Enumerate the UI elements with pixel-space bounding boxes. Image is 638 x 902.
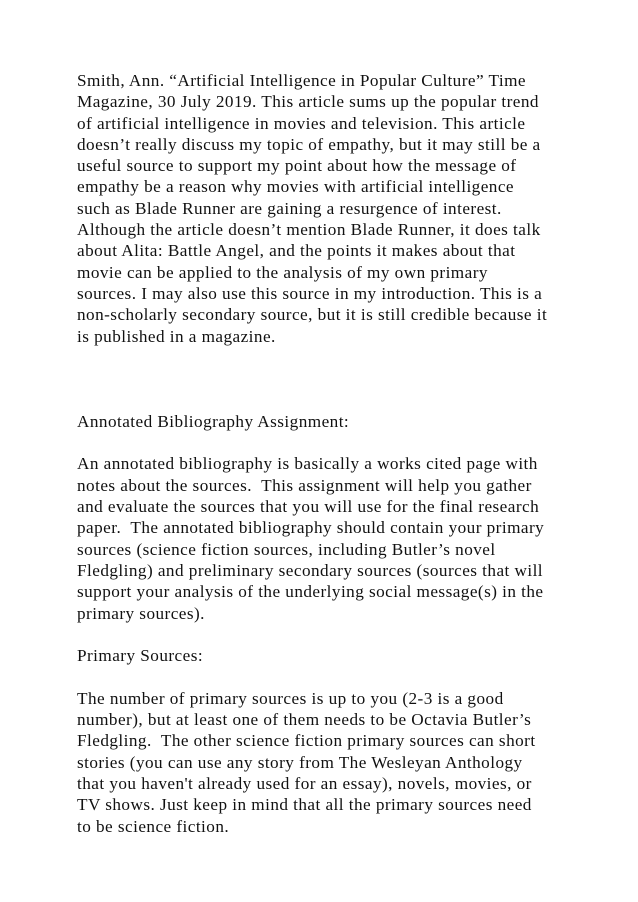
primary-sources-line: stories (you can use any story from The Wesleyan Anthology <box>77 752 523 772</box>
annotation-line: non-scholarly secondary source, but it is still credible because it <box>77 305 548 325</box>
assignment-line: paper. The annotated bibliography should contain your primary <box>77 518 545 538</box>
assignment-line: notes about the sources. This assignment will help you gather <box>77 475 532 495</box>
annotation-line: sources. I may also use this source in my introduction. This is a <box>77 283 543 303</box>
annotation-line: doesn’t really discuss my topic of empathy, but it may still be a <box>77 134 541 154</box>
annotation-entry <box>77 70 577 347</box>
assignment-line: Fledgling) and preliminary secondary sources (sources that will <box>77 560 544 580</box>
annotation-line: is published in a magazine. <box>77 326 276 346</box>
annotation-line: Although the article doesn’t mention Blade Runner, it does talk <box>77 220 541 240</box>
assignment-line: sources (science fiction sources, including Butler’s novel <box>77 539 496 559</box>
primary-sources-line: Fledgling. The other science fiction primary sources can short <box>77 731 536 751</box>
annotation-line: movie can be applied to the analysis of my own primary <box>77 262 488 282</box>
assignment-line: support your analysis of the underlying social message(s) in the <box>77 582 544 602</box>
primary-sources-heading: Primary Sources: <box>77 646 204 666</box>
annotation-line: about Alita: Battle Angel, and the points it makes about that <box>77 241 516 261</box>
annotation-line: Magazine, 30 July 2019. This article sums up the popular trend <box>77 92 539 112</box>
assignment-section <box>77 411 577 624</box>
paragraph-spacer <box>77 432 577 453</box>
primary-sources-section <box>77 645 577 837</box>
primary-sources-line: that you haven't already used for an essay), novels, movies, or <box>77 773 532 793</box>
primary-sources-line: The number of primary sources is up to you (2-3 is a good <box>77 688 504 708</box>
annotation-line: useful source to support my point about how the message of <box>77 156 517 176</box>
assignment-line: An annotated bibliography is basically a works cited page with <box>77 454 538 474</box>
assignment-line: primary sources). <box>77 603 205 623</box>
assignment-line: and evaluate the sources that you will use for the final research <box>77 497 540 517</box>
document-page <box>77 70 577 837</box>
annotation-line: empathy be a reason why movies with artificial intelligence <box>77 177 515 197</box>
annotation-line: of artificial intelligence in movies and television. This article <box>77 113 526 133</box>
primary-sources-line: number), but at least one of them needs to be Octavia Butler’s <box>77 710 532 730</box>
primary-sources-line: to be science fiction. <box>77 816 230 836</box>
annotation-line: Smith, Ann. “Artificial Intelligence in Popular Culture” Time <box>77 71 526 90</box>
section-spacer <box>77 347 577 411</box>
annotation-line: such as Blade Runner are gaining a resurgence of interest. <box>77 198 502 218</box>
assignment-heading: Annotated Bibliography Assignment: <box>77 411 350 431</box>
paragraph-spacer <box>77 666 577 687</box>
paragraph-spacer <box>77 624 577 645</box>
primary-sources-line: TV shows. Just keep in mind that all the primary sources need <box>77 795 532 815</box>
